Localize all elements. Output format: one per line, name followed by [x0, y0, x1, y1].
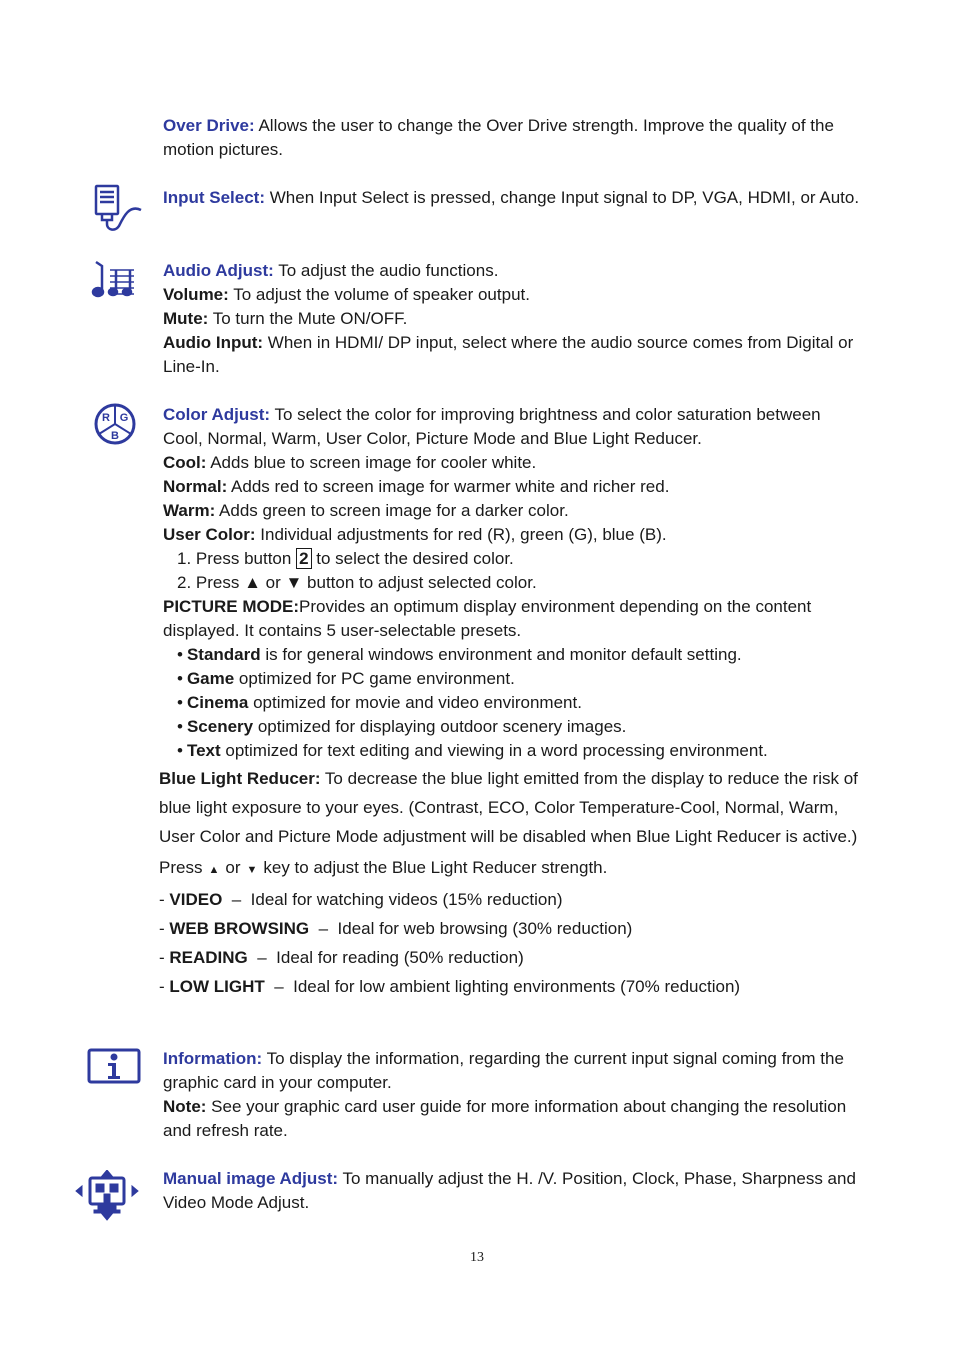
down-triangle-icon: ▼	[285, 573, 303, 592]
audio-adjust-icon	[90, 256, 140, 306]
cool-text: Adds blue to screen image for cooler white.	[206, 453, 537, 472]
blue-light-mode	[159, 943, 859, 972]
preset-name: Game	[186, 669, 235, 688]
step1-pre: 1. Press button	[177, 549, 297, 568]
picture-mode-label: PICTURE MODE:	[163, 597, 299, 616]
input-select-section	[163, 186, 863, 210]
over-drive-heading: Over Drive:	[163, 116, 255, 135]
preset-desc: optimized for displaying outdoor scenery images.	[253, 717, 627, 736]
preset-item	[163, 643, 863, 667]
input-select-icon	[88, 182, 148, 234]
page-number: 13	[470, 1250, 484, 1265]
step1-post: to select the desired color.	[311, 549, 514, 568]
information-heading: Information:	[163, 1049, 263, 1068]
blue-light-label: Blue Light Reducer:	[159, 769, 321, 788]
preset-desc: optimized for PC game environment.	[234, 669, 515, 688]
mute-text: To turn the Mute ON/OFF.	[208, 309, 408, 328]
color-adjust-icon	[93, 402, 137, 446]
user-color-text: Individual adjustments for red (R), green (G), blue (B).	[255, 525, 667, 544]
preset-item	[163, 739, 863, 763]
blue-light-section	[159, 764, 859, 1001]
mode-name: WEB BROWSING	[169, 919, 310, 938]
down-triangle-icon: ▼	[246, 864, 258, 876]
user-color-label: User Color:	[163, 525, 256, 544]
mode-name: LOW LIGHT	[169, 977, 265, 996]
input-select-heading: Input Select:	[163, 188, 266, 207]
input-select-text: When Input Select is pressed, change Input signal to DP, VGA, HDMI, or Auto.	[265, 188, 860, 207]
step2-pre: 2. Press	[177, 573, 245, 592]
press-pre: Press	[159, 858, 203, 877]
preset-desc: is for general windows environment and monitor default setting.	[260, 645, 742, 664]
color-icon-letter-r: R	[102, 412, 110, 424]
mode-name: VIDEO	[169, 890, 223, 909]
button-2-key: 2	[296, 548, 311, 569]
color-icon-letter-g: G	[119, 412, 129, 424]
cool-label: Cool:	[163, 453, 207, 472]
warm-text: Adds green to screen image for a darker color.	[215, 501, 569, 520]
mode-prefix: -	[159, 948, 170, 967]
preset-name: Cinema	[186, 693, 249, 712]
audio-adjust-heading: Audio Adjust:	[163, 261, 274, 280]
color-icon-letter-b: B	[111, 430, 119, 442]
color-adjust-text: To select the color for improving brightness and color saturation between Cool, Normal, Warm, User Color, Picture Mode and Blue Light Reducer.	[163, 405, 821, 448]
step2-post: button to adjust selected color.	[302, 573, 537, 592]
manual-image-adjust-icon	[74, 1170, 140, 1222]
blue-light-mode	[159, 914, 859, 943]
normal-label: Normal:	[163, 477, 228, 496]
mode-desc: – Ideal for watching videos (15% reduction)	[222, 890, 563, 909]
mode-name: READING	[169, 948, 248, 967]
over-drive-text: Allows the user to change the Over Drive strength. Improve the quality of the motion pictures.	[163, 116, 834, 159]
user-color-step-2	[163, 571, 863, 595]
warm-label: Warm:	[163, 501, 216, 520]
audio-input-label: Audio Input:	[163, 333, 264, 352]
information-icon	[87, 1048, 141, 1084]
normal-text: Adds red to screen image for warmer white and richer red.	[227, 477, 670, 496]
preset-desc: optimized for text editing and viewing in a word processing environment.	[220, 741, 768, 760]
preset-item	[163, 667, 863, 691]
mode-prefix: -	[159, 919, 170, 938]
preset-name: Standard	[186, 645, 261, 664]
information-text: To display the information, regarding the current input signal coming from the graphic card in your computer.	[163, 1049, 844, 1092]
preset-item	[163, 691, 863, 715]
preset-name: Text	[186, 741, 221, 760]
up-triangle-icon: ▲	[208, 864, 220, 876]
manual-image-adjust-section	[163, 1167, 863, 1215]
audio-adjust-text: To adjust the audio functions.	[273, 261, 499, 280]
note-text: See your graphic card user guide for more information about changing the resolution and refresh rate.	[163, 1097, 847, 1140]
mode-desc: – Ideal for low ambient lighting environments (70% reduction)	[264, 977, 741, 996]
mode-prefix: -	[159, 890, 170, 909]
picture-mode-text: Provides an optimum display environment depending on the content displayed. It contains 5 user-selectable presets.	[163, 597, 812, 640]
volume-label: Volume:	[163, 285, 229, 304]
user-color-step-1	[163, 547, 863, 571]
manual-image-adjust-heading: Manual image Adjust:	[163, 1169, 339, 1188]
audio-adjust-section	[163, 259, 863, 379]
mode-desc: – Ideal for reading (50% reduction)	[247, 948, 524, 967]
blue-light-mode	[159, 972, 859, 1001]
manual-image-adjust-text: To manually adjust the H. /V. Position, Clock, Phase, Sharpness and Video Mode Adjust.	[163, 1169, 856, 1212]
over-drive-section	[163, 114, 863, 162]
information-section	[163, 1047, 863, 1143]
mode-desc: – Ideal for web browsing (30% reduction)	[309, 919, 633, 938]
blue-light-mode	[159, 885, 859, 914]
up-triangle-icon: ▲	[244, 573, 261, 592]
press-post: key to adjust the Blue Light Reducer strength.	[263, 858, 608, 877]
blue-light-text: To decrease the blue light emitted from the display to reduce the risk of blue light exposure to your eyes. (Contrast, ECO, Color Temperature-Cool, Normal, Warm, User Color and Picture Mode adjustment will be disabled when Blue Light Reducer is active.)	[159, 769, 858, 846]
mute-label: Mute:	[163, 309, 209, 328]
press-or: or	[225, 858, 241, 877]
preset-item	[163, 715, 863, 739]
audio-input-text: When in HDMI/ DP input, select where the audio source comes from Digital or Line-In.	[163, 333, 854, 376]
preset-name: Scenery	[186, 717, 254, 736]
note-label: Note:	[163, 1097, 207, 1116]
color-adjust-section	[163, 403, 863, 763]
step2-or: or	[260, 573, 286, 592]
color-adjust-heading: Color Adjust:	[163, 405, 271, 424]
blue-light-press-line	[159, 853, 859, 885]
preset-desc: optimized for movie and video environment.	[248, 693, 582, 712]
mode-prefix: -	[159, 977, 170, 996]
volume-text: To adjust the volume of speaker output.	[228, 285, 530, 304]
